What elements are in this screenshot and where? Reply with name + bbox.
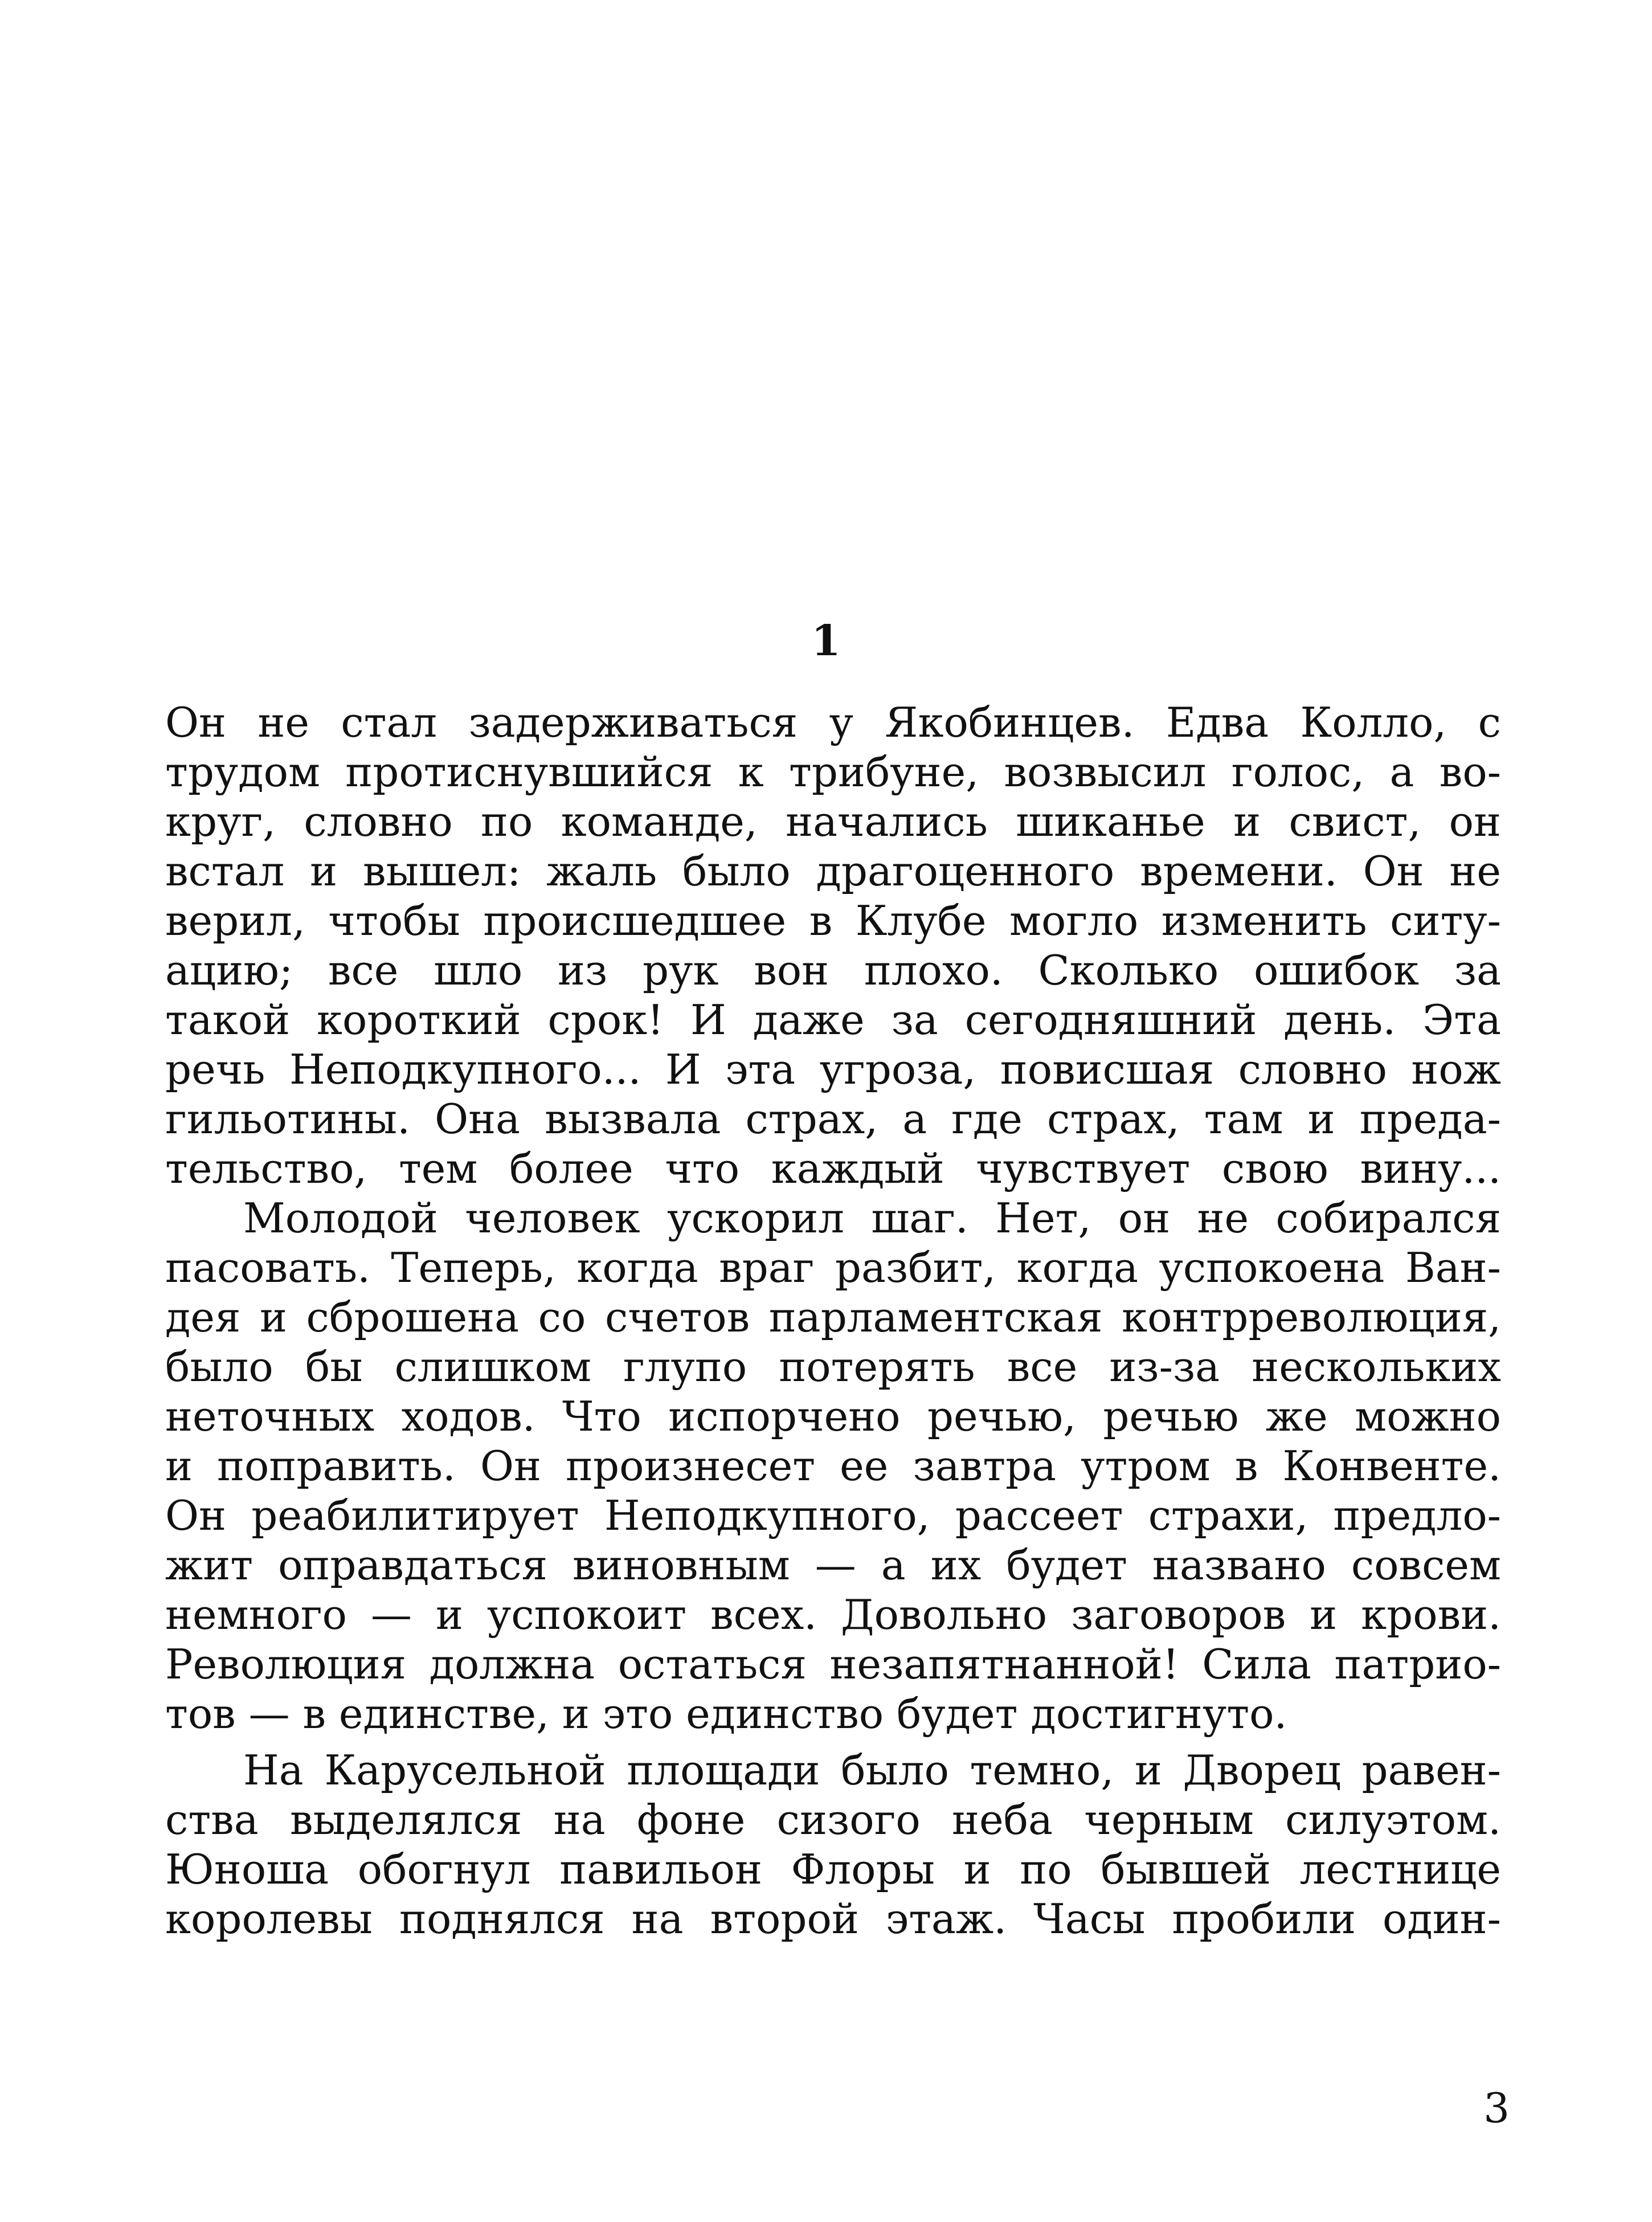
text-line: дея и сброшена со счетов парламентская контрреволюция, <box>165 1293 1501 1341</box>
text-line: Он не стал задерживаться у Якобинцев. Едва Колло, с <box>165 699 1501 746</box>
text-line: круг, словно по команде, начались шиканье и свист, он <box>165 798 1501 845</box>
text-line: немного — и успокоит всех. Довольно заговоров и крови. <box>165 1591 1501 1639</box>
page-number: 3 <box>1483 2084 1510 2132</box>
text-line: королевы поднялся на второй этаж. Часы пробили один- <box>165 1895 1501 1943</box>
text-line: гильотины. Она вызвала страх, а где страх, там и преда- <box>165 1095 1501 1143</box>
text-line: пасовать. Теперь, когда враг разбит, когда успокоена Ван- <box>165 1244 1501 1292</box>
text-line: ацию; все шло из рук вон плохо. Сколько ошибок за <box>165 946 1501 994</box>
text-line: ства выделялся на фоне сизого неба черным силуэтом. <box>165 1796 1501 1844</box>
text-line: трудом протиснувшийся к трибуне, возвысил голос, а во- <box>165 748 1501 796</box>
text-line: Революция должна остаться незапятнанной! Сила патрио- <box>165 1640 1501 1688</box>
text-line: Юноша обогнул павильон Флоры и по бывшей лестнице <box>165 1845 1501 1893</box>
text-line: было бы слишком глупо потерять все из-за нескольких <box>165 1343 1501 1391</box>
text-line: встал и вышел: жаль было драгоценного времени. Он не <box>165 847 1501 895</box>
text-line: Он реабилитирует Неподкупного, рассеет страхи, предло- <box>165 1492 1501 1539</box>
text-line: верил, чтобы происшедшее в Клубе могло изменить ситу- <box>165 897 1501 945</box>
text-line: жит оправдаться виновным — а их будет названо совсем <box>165 1541 1501 1589</box>
text-line: тельство, тем более что каждый чувствует свою вину... <box>165 1145 1501 1192</box>
text-line: и поправить. Он произнесет ее завтра утром в Конвенте. <box>165 1442 1501 1490</box>
chapter-number: 1 <box>811 616 841 665</box>
text-line: такой короткий срок! И даже за сегодняшний день. Эта <box>165 996 1501 1044</box>
body-text <box>165 698 1501 1944</box>
text-line: неточных ходов. Что испорчено речью, речью же можно <box>165 1392 1501 1440</box>
text-line: Молодой человек ускорил шаг. Нет, он не собирался <box>243 1194 1501 1242</box>
text-line: речь Неподкупного... И эта угроза, повисшая словно нож <box>165 1045 1501 1093</box>
text-line: тов — в единстве, и это единство будет достигнуто. <box>165 1690 1287 1738</box>
text-line: На Карусельной площади было темно, и Дворец равен- <box>243 1746 1501 1794</box>
